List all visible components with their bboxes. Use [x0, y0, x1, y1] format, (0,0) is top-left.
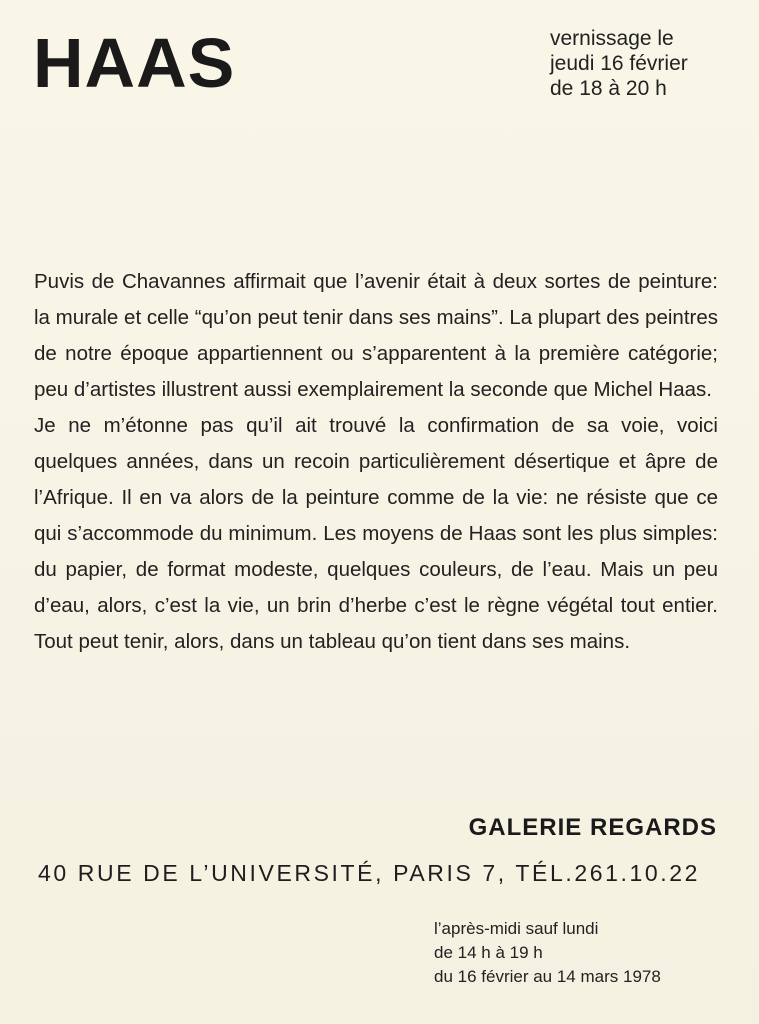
opening-hours — [434, 917, 661, 989]
body-text — [34, 264, 718, 660]
hours-line: de 14 h à 19 h — [434, 943, 543, 962]
artist-title: HAAS — [33, 24, 236, 102]
opening-line: de 18 à 20 h — [550, 77, 667, 100]
gallery-address: 40 RUE DE L’UNIVERSITÉ, PARIS 7, TÉL.261.10.22 — [38, 860, 701, 886]
hours-line: du 16 février au 14 mars 1978 — [434, 967, 661, 986]
paragraph: Je ne m’étonne pas qu’il ait trouvé la confirmation de sa voie, voici quelques années, dans un recoin particulièrement désertique et âpre de l’Afrique. Il en va alors de la peinture comme de la vie: ne résiste que ce qui s’accommode du minimum. Les moyens de Haas sont les plus simples: du papier, de format modeste, quelques couleurs, de l’eau. Mais un peu d’eau, alors, c’est la vie, un brin d’herbe c’est le règne végétal tout entier. Tout peut tenir, alors, dans un tableau qu’on tient dans ses mains. — [34, 414, 718, 653]
paragraph: Puvis de Chavannes affirmait que l’avenir était à deux sortes de peinture: la murale et celle “qu’on peut tenir dans ses mains”. La plupart des peintres de notre époque appartiennent ou s’apparentent à la première catégorie; peu d’artistes illustrent aussi exemplairement la seconde que Michel Haas. — [34, 270, 718, 401]
hours-line: l’après-midi sauf lundi — [434, 919, 599, 938]
opening-info — [550, 26, 688, 101]
opening-line: vernissage le — [550, 27, 674, 50]
opening-line: jeudi 16 février — [550, 52, 688, 75]
gallery-name: GALERIE REGARDS — [468, 814, 717, 841]
